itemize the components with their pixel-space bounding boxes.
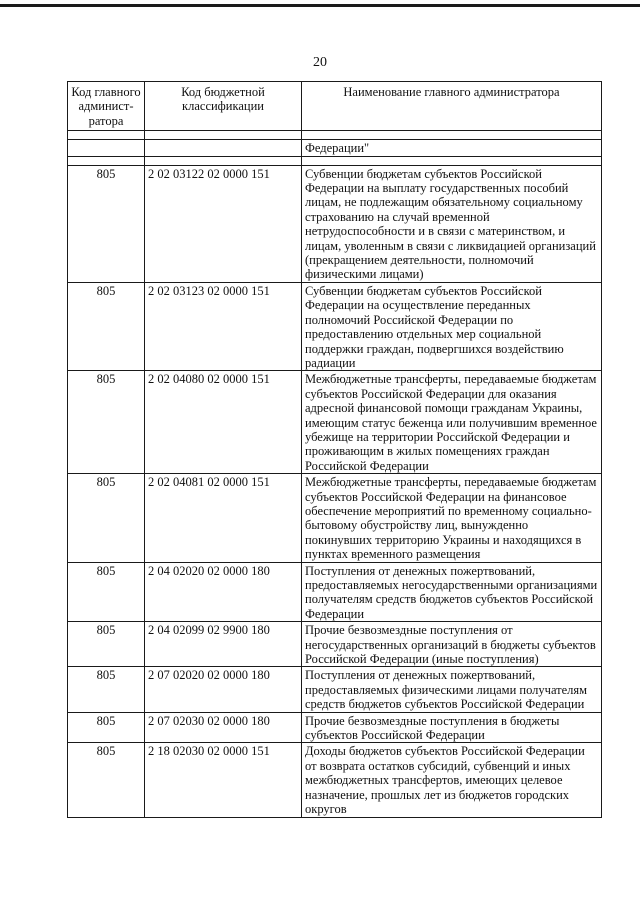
admin-name-cell: Поступления от денежных пожертвований, предоставляемых негосударственными организациями получателям средств бюджетов субъектов Российской Федерации <box>302 562 602 622</box>
table-row <box>68 165 602 282</box>
table-row <box>68 562 602 622</box>
admin-code-cell: 805 <box>68 165 145 282</box>
admin-code-cell: 805 <box>68 712 145 743</box>
admin-code-cell: 805 <box>68 667 145 712</box>
admin-code-cell: 805 <box>68 622 145 667</box>
budget-classification-table <box>67 81 602 818</box>
admin-name-cell: Поступления от денежных пожертвований, предоставляемых физическими лицами получателям средств бюджетов субъектов Российской Федерации <box>302 667 602 712</box>
admin-code-cell: 805 <box>68 282 145 370</box>
budget-code-cell: 2 04 02099 02 9900 180 <box>145 622 302 667</box>
table-row <box>68 622 602 667</box>
admin-name-cell: Субвенции бюджетам субъектов Российской Федерации на осуществление переданных полномочий Российской Федерации по предоставлению отдельных мер социальной поддержки граждан, подвергшихся воздействию радиации <box>302 282 602 370</box>
admin-name-cell: Межбюджетные трансферты, передаваемые бюджетам субъектов Российской Федерации для оказания адресной финансовой помощи гражданам Украины, имеющим статус беженца или получившим временное убежище на территории Российской Федерации и проживающим в жилых помещениях граждан Российской Федерации <box>302 371 602 474</box>
admin-name-cell: Межбюджетные трансферты, передаваемые бюджетам субъектов Российской Федерации на финансовое обеспечение мероприятий по временному социально-бытовому обустройству лиц, вынужденно покинувших территорию Украины и находящихся в пунктах временного размещения <box>302 474 602 562</box>
admin-name-cell: Прочие безвозмездные поступления в бюджеты субъектов Российской Федерации <box>302 712 602 743</box>
budget-code-cell: 2 04 02020 02 0000 180 <box>145 562 302 622</box>
budget-code-cell: 2 07 02030 02 0000 180 <box>145 712 302 743</box>
header-admin-code: Код главного админист-ратора <box>68 82 145 131</box>
table-header-row <box>68 82 602 131</box>
page-number: 20 <box>313 55 327 70</box>
continuation-row <box>68 140 602 156</box>
budget-code-cell: 2 18 02030 02 0000 151 <box>145 743 302 817</box>
table-row <box>68 371 602 474</box>
continuation-spacer-row <box>68 156 602 165</box>
header-admin-name: Наименование главного администратора <box>302 82 602 131</box>
admin-code-cell: 805 <box>68 743 145 817</box>
top-border-rule <box>0 4 640 7</box>
budget-code-cell: 2 02 04081 02 0000 151 <box>145 474 302 562</box>
table-row <box>68 667 602 712</box>
admin-name-cell: Доходы бюджетов субъектов Российской Федерации от возврата остатков субсидий, субвенций и иных межбюджетных трансфертов, имеющих целевое назначение, прошлых лет из бюджетов городских округов <box>302 743 602 817</box>
admin-code-cell: 805 <box>68 562 145 622</box>
budget-code-cell: 2 02 03123 02 0000 151 <box>145 282 302 370</box>
header-spacer-row <box>68 131 602 140</box>
header-budget-code: Код бюджетной классификации <box>145 82 302 131</box>
table-row <box>68 712 602 743</box>
admin-code-cell: 805 <box>68 371 145 474</box>
continuation-text: Федерации" <box>302 140 602 156</box>
table-row <box>68 474 602 562</box>
admin-name-cell: Прочие безвозмездные поступления от негосударственных организаций в бюджеты субъектов Российской Федерации (иные поступления) <box>302 622 602 667</box>
admin-code-cell: 805 <box>68 474 145 562</box>
budget-code-cell: 2 02 04080 02 0000 151 <box>145 371 302 474</box>
table-row <box>68 282 602 370</box>
admin-name-cell: Субвенции бюджетам субъектов Российской Федерации на выплату государственных пособий лицам, не подлежащим обязательному социальному страхованию на случай временной нетрудоспособности и в связи с материнством, и лицам, уволенным в связи с ликвидацией организаций (прекращением деятельности, полномочий физическими лицами) <box>302 165 602 282</box>
table-row <box>68 743 602 817</box>
budget-code-cell: 2 07 02020 02 0000 180 <box>145 667 302 712</box>
budget-code-cell: 2 02 03122 02 0000 151 <box>145 165 302 282</box>
